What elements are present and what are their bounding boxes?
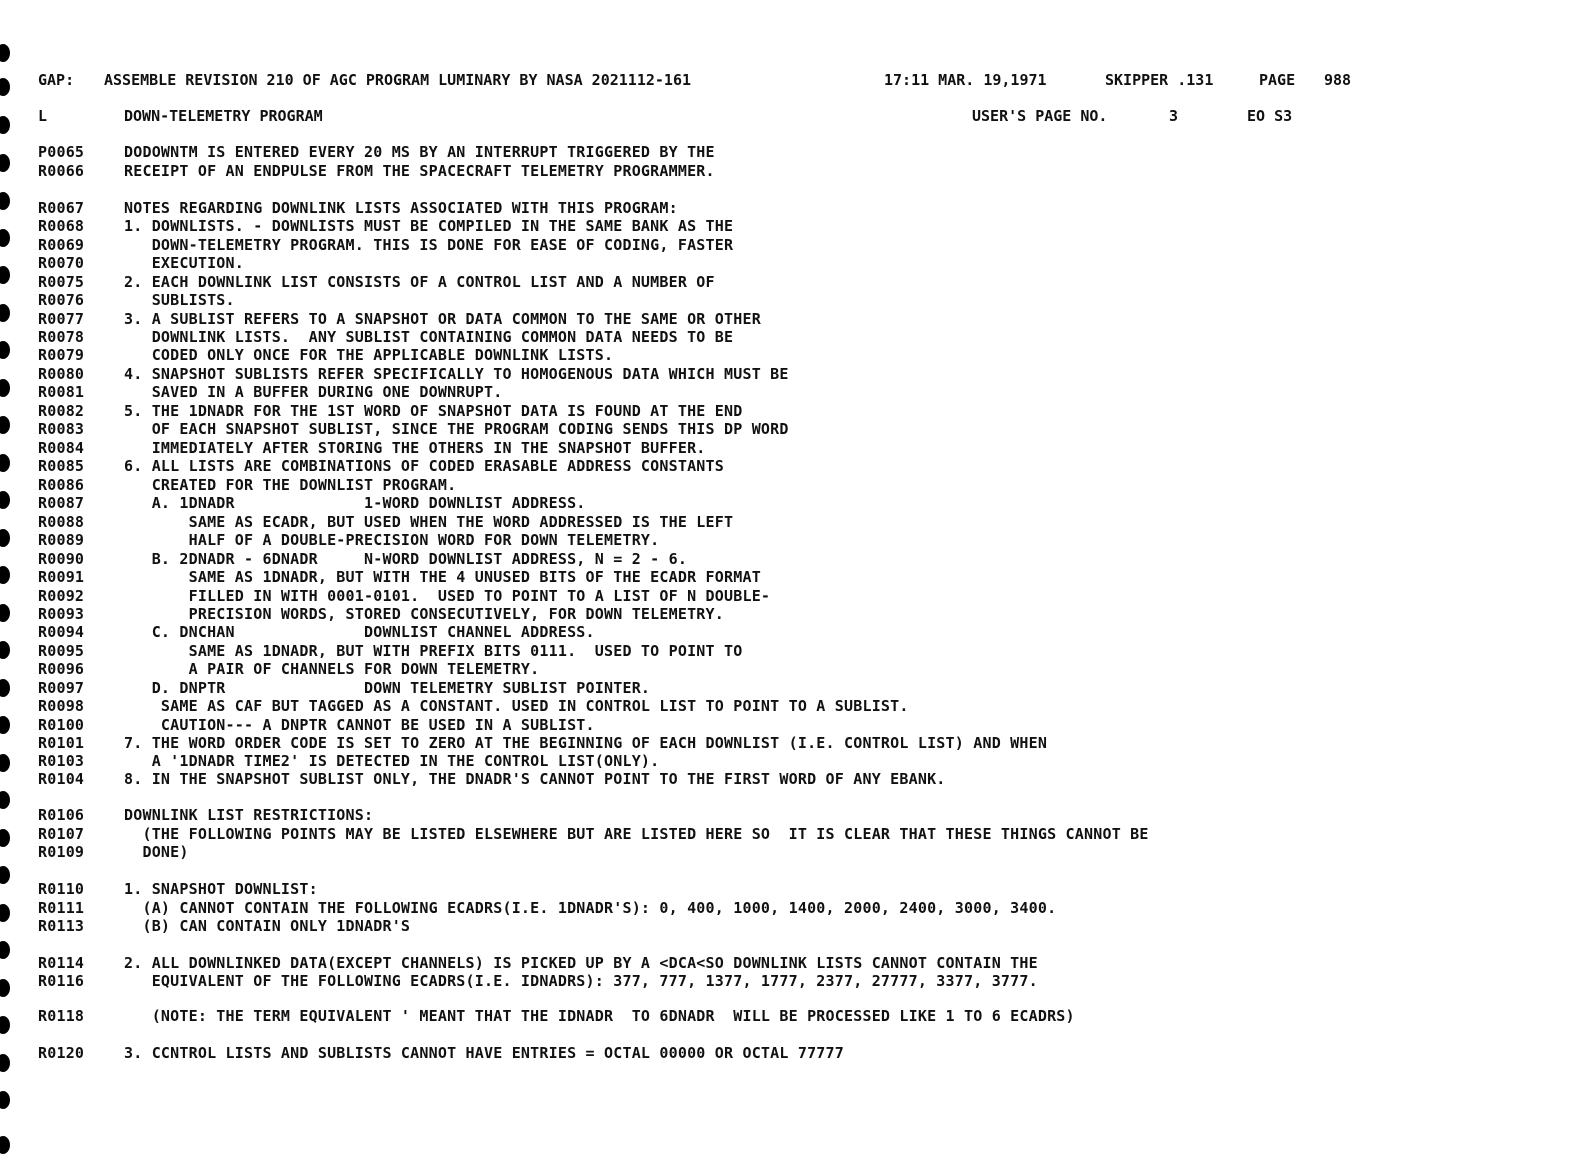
- line-number: R0116: [38, 972, 85, 990]
- header-page-label: PAGE: [1259, 71, 1296, 89]
- line-number: R0069: [38, 236, 85, 254]
- punch-hole: [0, 454, 10, 472]
- line-number: R0086: [38, 476, 85, 494]
- punch-hole: [0, 679, 10, 697]
- line-number: R0088: [38, 513, 85, 531]
- punch-hole: [0, 979, 10, 997]
- line-number: R0084: [38, 439, 85, 457]
- punch-hole: [0, 44, 10, 62]
- line-number: R0085: [38, 457, 85, 475]
- line-text: B. 2DNADR - 6DNADR N-WORD DOWNLIST ADDRESS, N = 2 - 6.: [124, 550, 688, 568]
- line-text: 1. SNAPSHOT DOWNLIST:: [124, 880, 318, 898]
- line-text: DONE): [124, 843, 189, 861]
- line-text: IMMEDIATELY AFTER STORING THE OTHERS IN THE SNAPSHOT BUFFER.: [124, 439, 706, 457]
- line-text: 6. ALL LISTS ARE COMBINATIONS OF CODED ERASABLE ADDRESS CONSTANTS: [124, 457, 724, 475]
- punch-hole: [0, 1136, 10, 1154]
- line-text: 3. A SUBLIST REFERS TO A SNAPSHOT OR DATA COMMON TO THE SAME OR OTHER: [124, 310, 761, 328]
- header-assembly: ASSEMBLE REVISION 210 OF AGC PROGRAM LUMINARY BY NASA 2021112-161: [104, 71, 691, 89]
- line-text: RECEIPT OF AN ENDPULSE FROM THE SPACECRAFT TELEMETRY PROGRAMMER.: [124, 162, 715, 180]
- subheader-eo: EO S3: [1247, 107, 1293, 125]
- page-header: [38, 70, 1582, 90]
- line-number: R0068: [38, 217, 85, 235]
- line-number: R0114: [38, 954, 85, 972]
- line-text: SUBLISTS.: [124, 291, 235, 309]
- line-text: DOWNLINK LISTS. ANY SUBLIST CONTAINING COMMON DATA NEEDS TO BE: [124, 328, 734, 346]
- line-number: R0079: [38, 346, 85, 364]
- line-text: 2. ALL DOWNLINKED DATA(EXCEPT CHANNELS) IS PICKED UP BY A <DCA<SO DOWNLINK LISTS CANNOT CONTAIN THE: [124, 954, 1038, 972]
- line-number: R0103: [38, 752, 85, 770]
- line-text: FILLED IN WITH 0001-0101. USED TO POINT TO A LIST OF N DOUBLE-: [124, 587, 771, 605]
- punch-hole: [0, 529, 10, 547]
- line-number: R0107: [38, 825, 85, 843]
- line-text: CAUTION--- A DNPTR CANNOT BE USED IN A SUBLIST.: [124, 716, 595, 734]
- line-text: 7. THE WORD ORDER CODE IS SET TO ZERO AT THE BEGINNING OF EACH DOWNLIST (I.E. CONTROL LIST) AND WHEN: [124, 734, 1048, 752]
- line-text: 1. DOWNLISTS. - DOWNLISTS MUST BE COMPILED IN THE SAME BANK AS THE: [124, 217, 734, 235]
- line-number: R0097: [38, 679, 85, 697]
- line-text: SAME AS CAF BUT TAGGED AS A CONSTANT. USED IN CONTROL LIST TO POINT TO A SUBLIST.: [124, 697, 909, 715]
- line-text: DOWNLINK LIST RESTRICTIONS:: [124, 806, 374, 824]
- subheader-title: DOWN-TELEMETRY PROGRAM: [124, 107, 323, 125]
- line-number: R0110: [38, 880, 85, 898]
- line-number: R0093: [38, 605, 85, 623]
- line-text: CODED ONLY ONCE FOR THE APPLICABLE DOWNLINK LISTS.: [124, 346, 614, 364]
- line-number: R0109: [38, 843, 85, 861]
- line-number: R0089: [38, 531, 85, 549]
- punch-hole: [0, 341, 10, 359]
- punch-hole: [0, 78, 10, 96]
- punch-hole: [0, 754, 10, 772]
- line-text: CREATED FOR THE DOWNLIST PROGRAM.: [124, 476, 457, 494]
- punch-hole: [0, 229, 10, 247]
- line-number: R0098: [38, 697, 85, 715]
- punch-hole: [0, 1016, 10, 1034]
- line-number: R0081: [38, 383, 85, 401]
- line-number: R0095: [38, 642, 85, 660]
- punch-hole: [0, 116, 10, 134]
- line-number: R0106: [38, 806, 85, 824]
- line-text: SAVED IN A BUFFER DURING ONE DOWNRUPT.: [124, 383, 503, 401]
- line-number: R0113: [38, 917, 85, 935]
- line-text: D. DNPTR DOWN TELEMETRY SUBLIST POINTER.: [124, 679, 651, 697]
- users-page-number: 3: [1169, 107, 1179, 125]
- punch-hole: [0, 829, 10, 847]
- page-subheader: [38, 106, 1582, 126]
- line-number: R0075: [38, 273, 85, 291]
- header-page-number: 988: [1324, 71, 1352, 89]
- punch-hole: [0, 1054, 10, 1072]
- line-text: HALF OF A DOUBLE-PRECISION WORD FOR DOWN TELEMETRY.: [124, 531, 660, 549]
- line-number: R0078: [38, 328, 85, 346]
- line-text: SAME AS 1DNADR, BUT WITH PREFIX BITS 0111. USED TO POINT TO: [124, 642, 743, 660]
- line-text: A. 1DNADR 1-WORD DOWNLIST ADDRESS.: [124, 494, 586, 512]
- line-number: R0092: [38, 587, 85, 605]
- line-number: R0104: [38, 770, 85, 788]
- line-text: DODOWNTM IS ENTERED EVERY 20 MS BY AN INTERRUPT TRIGGERED BY THE: [124, 143, 715, 161]
- line-text: OF EACH SNAPSHOT SUBLIST, SINCE THE PROGRAM CODING SENDS THIS DP WORD: [124, 420, 789, 438]
- line-text: NOTES REGARDING DOWNLINK LISTS ASSOCIATED WITH THIS PROGRAM:: [124, 199, 678, 217]
- line-text: EQUIVALENT OF THE FOLLOWING ECADRS(I.E. IDNADRS): 377, 777, 1377, 1777, 2377, 27777, 3377, 3777.: [124, 972, 1038, 990]
- line-number: R0101: [38, 734, 85, 752]
- line-text: SAME AS 1DNADR, BUT WITH THE 4 UNUSED BITS OF THE ECADR FORMAT: [124, 568, 761, 586]
- punch-hole: [0, 192, 10, 210]
- line-text: (A) CANNOT CONTAIN THE FOLLOWING ECADRS(I.E. 1DNADR'S): 0, 400, 1000, 1400, 2000, 2400, 3000, 3400.: [124, 899, 1057, 917]
- line-number: R0077: [38, 310, 85, 328]
- punch-hole: [0, 716, 10, 734]
- punch-hole: [0, 416, 10, 434]
- line-number: P0065: [38, 143, 85, 161]
- line-number: R0111: [38, 899, 85, 917]
- line-text: 8. IN THE SNAPSHOT SUBLIST ONLY, THE DNADR'S CANNOT POINT TO THE FIRST WORD OF ANY EBANK.: [124, 770, 946, 788]
- punch-hole: [0, 791, 10, 809]
- line-text: (THE FOLLOWING POINTS MAY BE LISTED ELSEWHERE BUT ARE LISTED HERE SO IT IS CLEAR THAT THESE THINGS CANNOT BE: [124, 825, 1149, 843]
- punch-hole: [0, 604, 10, 622]
- line-number: R0066: [38, 162, 85, 180]
- subheader-code: L: [38, 107, 48, 125]
- punch-hole: [0, 266, 10, 284]
- punch-hole: [0, 904, 10, 922]
- line-number: R0080: [38, 365, 85, 383]
- line-text: SAME AS ECADR, BUT USED WHEN THE WORD ADDRESSED IS THE LEFT: [124, 513, 734, 531]
- punch-hole: [0, 866, 10, 884]
- line-number: R0083: [38, 420, 85, 438]
- line-number: R0120: [38, 1044, 85, 1062]
- line-text: 3. CCNTROL LISTS AND SUBLISTS CANNOT HAVE ENTRIES = OCTAL 00000 OR OCTAL 77777: [124, 1044, 844, 1062]
- line-text: 2. EACH DOWNLINK LIST CONSISTS OF A CONTROL LIST AND A NUMBER OF: [124, 273, 715, 291]
- line-text: DOWN-TELEMETRY PROGRAM. THIS IS DONE FOR EASE OF CODING, FASTER: [124, 236, 734, 254]
- line-number: R0070: [38, 254, 85, 272]
- line-text: 4. SNAPSHOT SUBLISTS REFER SPECIFICALLY TO HOMOGENOUS DATA WHICH MUST BE: [124, 365, 789, 383]
- punch-hole: [0, 641, 10, 659]
- users-page-label: USER'S PAGE NO.: [972, 107, 1108, 125]
- punch-hole: [0, 491, 10, 509]
- header-prefix: GAP:: [38, 71, 75, 89]
- punch-hole: [0, 154, 10, 172]
- line-text: 5. THE 1DNADR FOR THE 1ST WORD OF SNAPSHOT DATA IS FOUND AT THE END: [124, 402, 743, 420]
- line-text: EXECUTION.: [124, 254, 244, 272]
- line-number: R0094: [38, 623, 85, 641]
- line-text: A '1DNADR TIME2' IS DETECTED IN THE CONTROL LIST(ONLY).: [124, 752, 660, 770]
- line-text: (NOTE: THE TERM EQUIVALENT ' MEANT THAT THE IDNADR TO 6DNADR WILL BE PROCESSED LIKE 1 TO 6 ECADRS): [124, 1007, 1075, 1025]
- line-text: (B) CAN CONTAIN ONLY 1DNADR'S: [124, 917, 411, 935]
- line-number: R0067: [38, 199, 85, 217]
- line-number: R0091: [38, 568, 85, 586]
- header-operator: SKIPPER .131: [1105, 71, 1214, 89]
- line-number: R0076: [38, 291, 85, 309]
- line-number: R0082: [38, 402, 85, 420]
- line-number: R0087: [38, 494, 85, 512]
- line-number: R0118: [38, 1007, 85, 1025]
- punch-hole: [0, 379, 10, 397]
- line-number: R0100: [38, 716, 85, 734]
- punch-hole: [0, 941, 10, 959]
- line-text: C. DNCHAN DOWNLIST CHANNEL ADDRESS.: [124, 623, 595, 641]
- tractor-feed-holes: [0, 0, 14, 1167]
- punch-hole: [0, 566, 10, 584]
- punch-hole: [0, 304, 10, 322]
- punch-hole: [0, 1091, 10, 1109]
- line-text: A PAIR OF CHANNELS FOR DOWN TELEMETRY.: [124, 660, 540, 678]
- line-number: R0090: [38, 550, 85, 568]
- line-number: R0096: [38, 660, 85, 678]
- line-text: PRECISION WORDS, STORED CONSECUTIVELY, FOR DOWN TELEMETRY.: [124, 605, 724, 623]
- header-timestamp: 17:11 MAR. 19,1971: [884, 71, 1047, 89]
